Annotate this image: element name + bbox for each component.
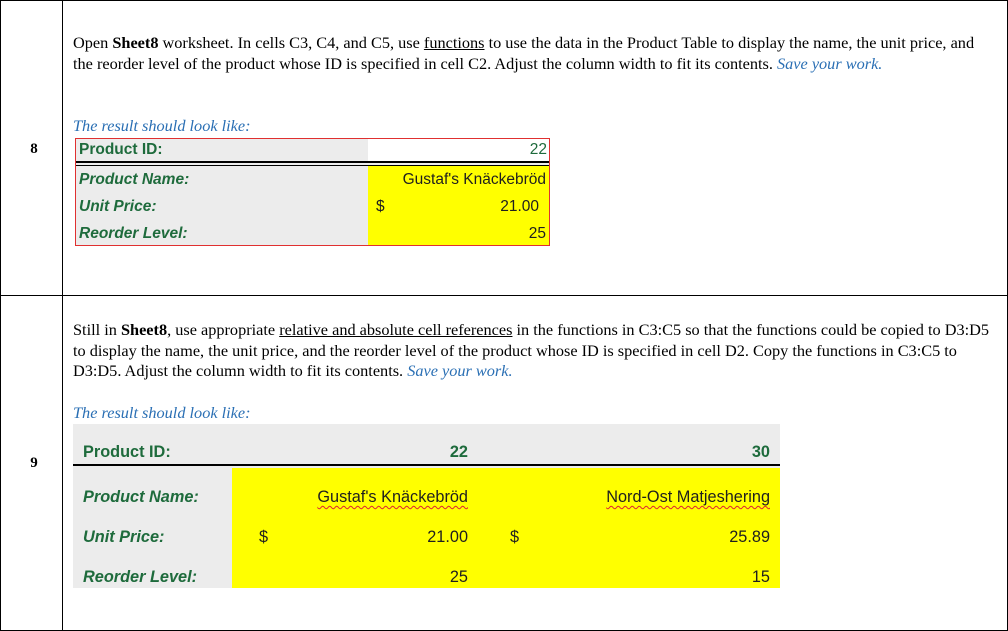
instruction-9: Still in Sheet8, use appropriate relative and absolute cell references in the functions in C3:C5 so that the functions could be copied to D3:D5 to display the name, the unit price, and the reorder level of the product whose ID is specified in cell D2. Copy the functions in C3:C5 to D3:D5. Adjust the column width to fit its contents. Save your work.	[73, 320, 990, 380]
product-id-value: 22	[529, 141, 547, 158]
result-label-8: The result should look like:	[73, 116, 251, 135]
product-id-c: 22	[449, 443, 468, 461]
product-id-label: Product ID:	[79, 141, 163, 158]
row-number-9: 9	[30, 455, 38, 471]
result-sheet-9	[73, 424, 780, 588]
product-name-c: Gustaf's Knäckebröd	[317, 488, 468, 506]
reorder-level-label: Reorder Level:	[79, 225, 188, 242]
unit-price-label: Unit Price:	[83, 528, 165, 546]
product-name-label: Product Name:	[79, 171, 190, 188]
reorder-level-value: 25	[528, 225, 546, 242]
cell-references-link[interactable]: relative and absolute cell references	[279, 320, 513, 339]
reorder-level-d: 15	[751, 568, 770, 586]
unit-price-label: Unit Price:	[79, 198, 157, 215]
unit-price-d: 25.89	[729, 528, 770, 546]
column-divider	[62, 0, 63, 631]
reorder-level-c: 25	[449, 568, 468, 586]
product-id-label: Product ID:	[83, 443, 171, 461]
row-divider	[0, 295, 1008, 296]
product-name-label: Product Name:	[83, 488, 199, 506]
row-number-8: 8	[30, 141, 38, 157]
result-sheet-8	[75, 138, 550, 246]
functions-link[interactable]: functions	[423, 33, 485, 52]
product-id-d: 30	[751, 443, 770, 461]
instruction-8: Open Sheet8 worksheet. In cells C3, C4, and C5, use functions to use the data in the Product Table to display the name, the unit price, and the reorder level of the product whose ID is specified in cell C2. Adjust the column width to fit its contents. Save your work.	[73, 33, 975, 73]
result-label-9: The result should look like:	[73, 403, 251, 422]
currency-c: $	[259, 528, 269, 546]
currency-symbol: $	[376, 198, 385, 215]
unit-price-c: 21.00	[427, 528, 468, 546]
product-name-value: Gustaf's Knäckebröd	[402, 171, 546, 188]
product-name-d: Nord-Ost Matjeshering	[606, 488, 770, 506]
reorder-level-label: Reorder Level:	[83, 568, 198, 586]
unit-price-value: 21.00	[500, 198, 539, 215]
currency-d: $	[510, 528, 520, 546]
